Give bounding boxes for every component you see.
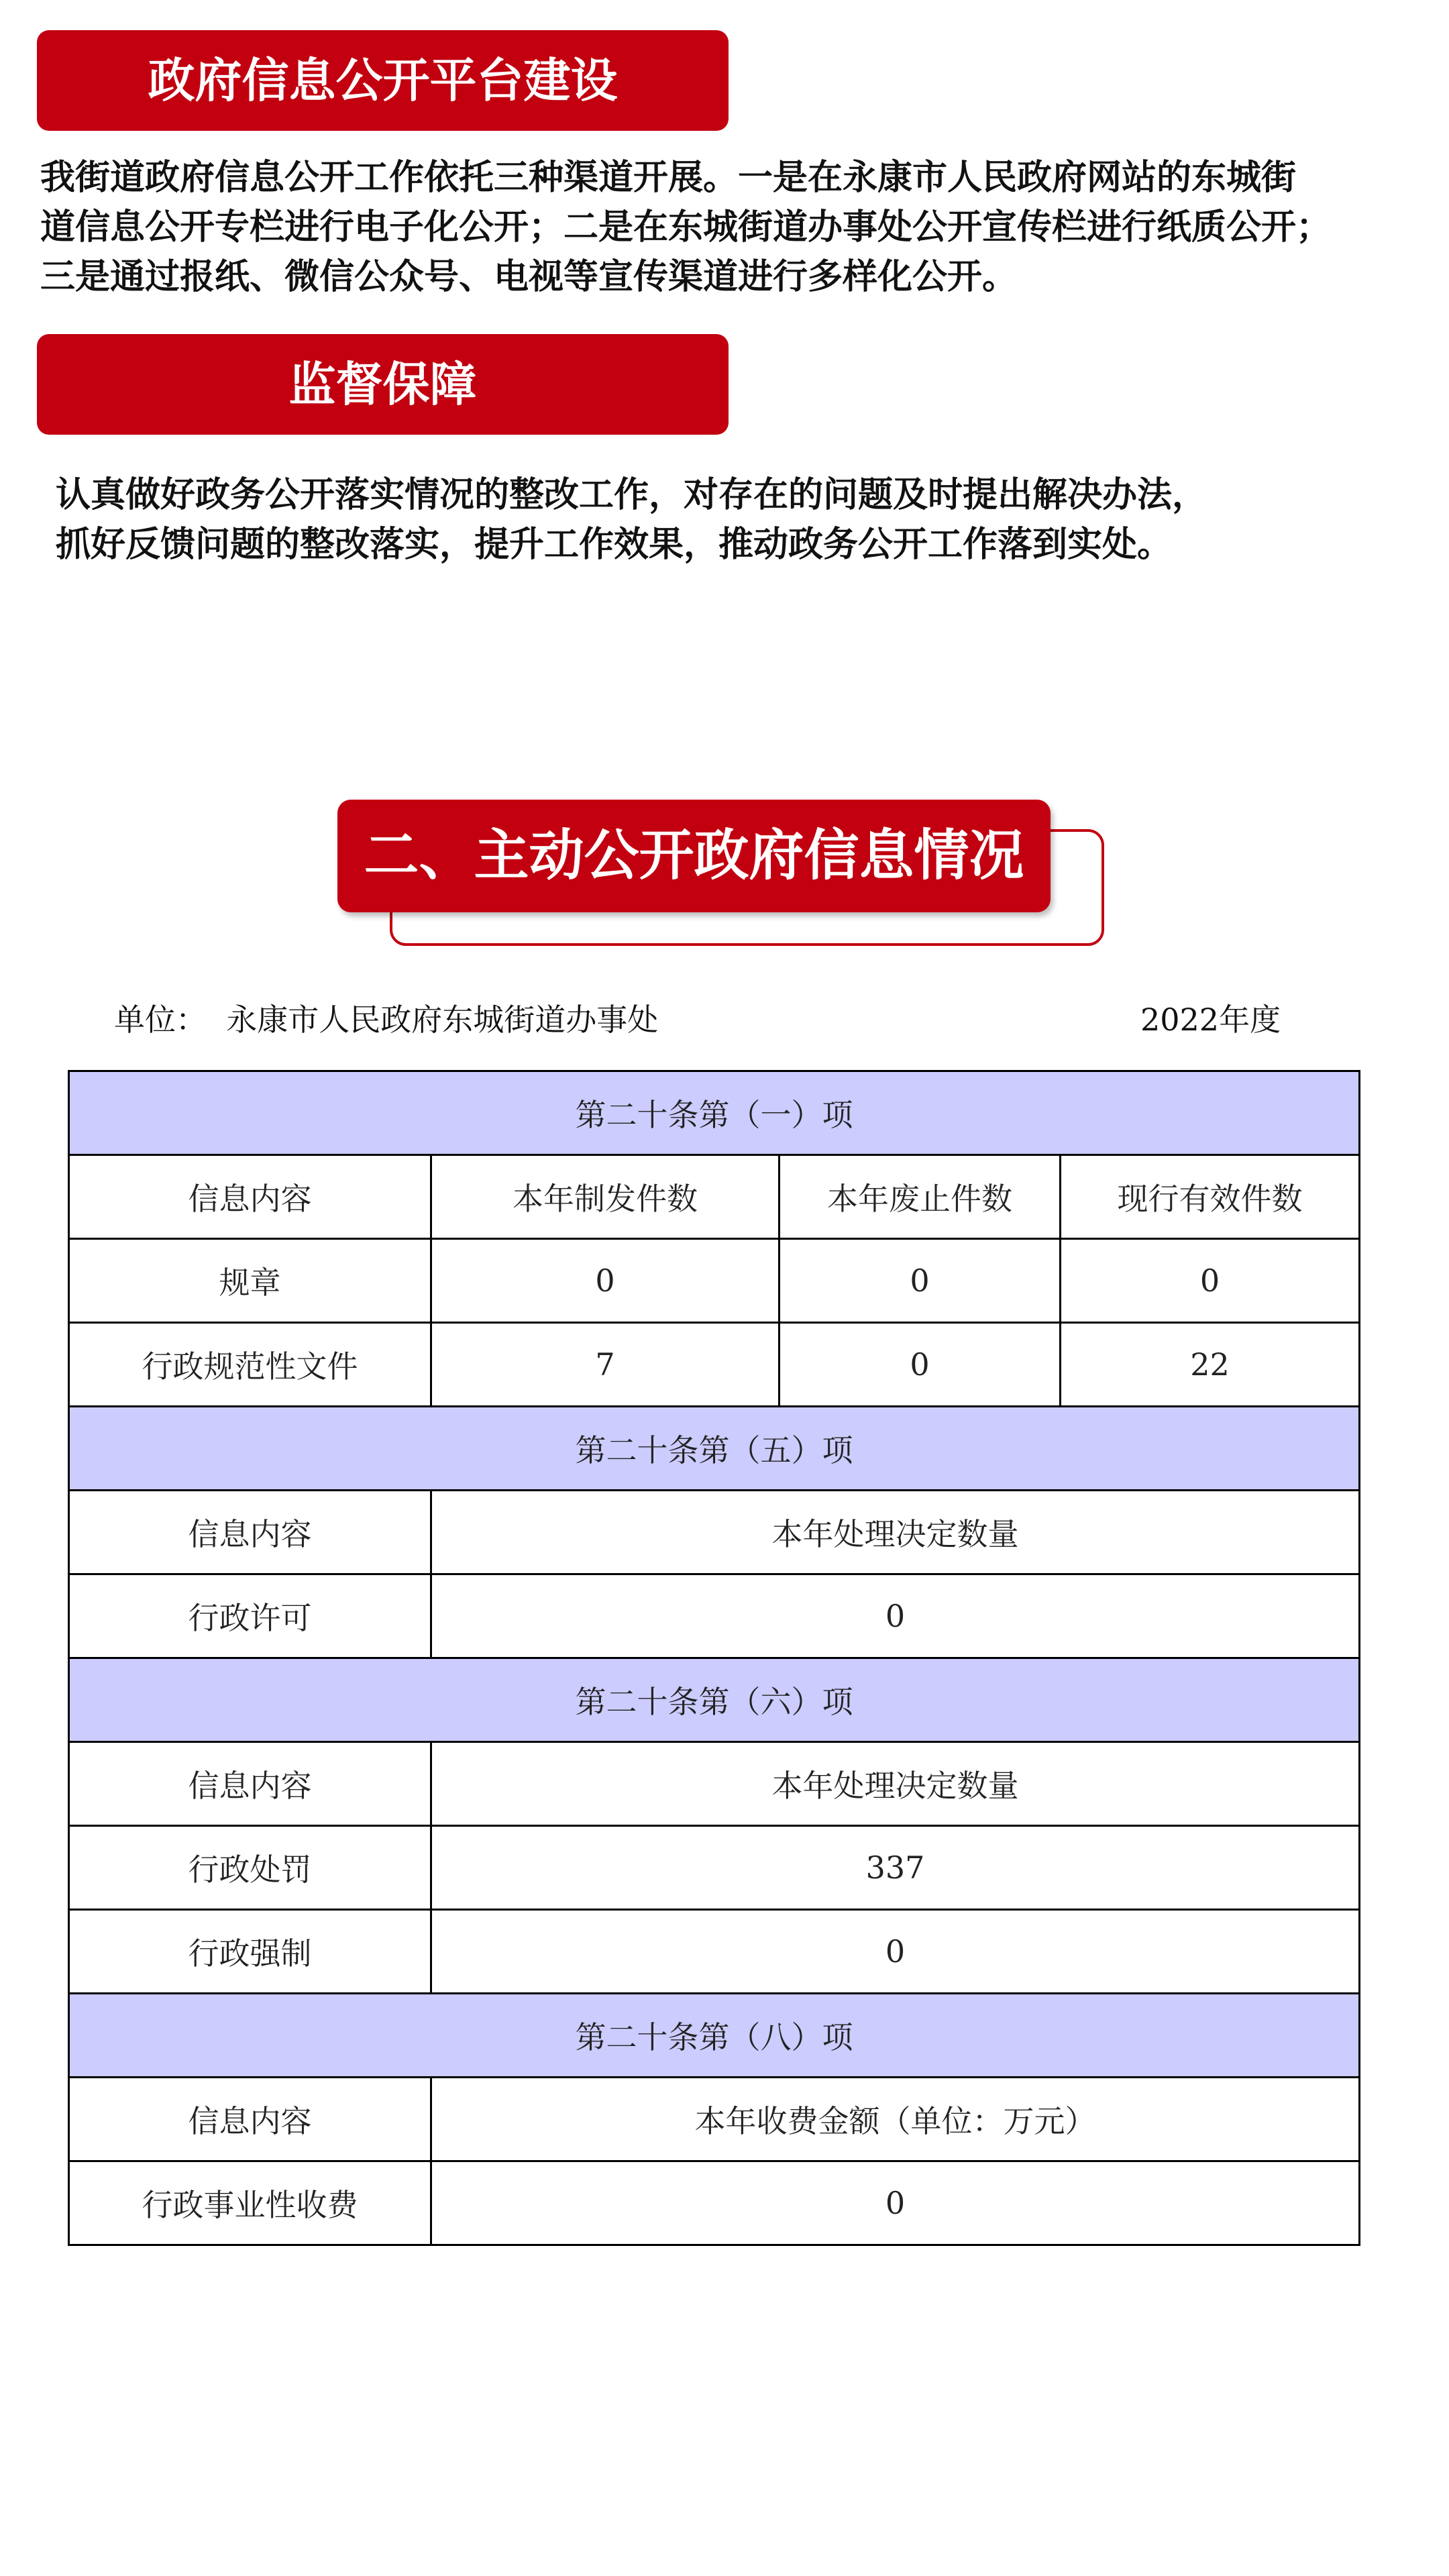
section-heading-platform: 政府信息公开平台建设 [37, 30, 729, 131]
table-row [69, 1574, 1360, 1658]
header-cell: 本年处理决定数量 [431, 1742, 1360, 1826]
table-header-row [69, 2078, 1360, 2161]
table-section-row [69, 1994, 1360, 2078]
table-header-row [69, 1491, 1360, 1574]
row-label-cell: 行政规范性文件 [69, 1323, 431, 1407]
table-row [69, 1910, 1360, 1994]
section-title-cell: 第二十条第（八）项 [69, 1994, 1360, 2078]
value-cell: 0 [431, 1910, 1360, 1994]
value-cell: 0 [431, 2161, 1360, 2245]
table-row [69, 2161, 1360, 2245]
header-cell: 信息内容 [69, 1155, 431, 1239]
platform-paragraph: 我街道政府信息公开工作依托三种渠道开展。一是在永康市人民政府网站的东城街 道信息公开专栏进行电子化公开；二是在东城街道办事处公开宣传栏进行纸质公开； 三是通过报纸、微信公众号、电视等宣传渠道进行多样化公开。 [40, 157, 1332, 297]
row-label-cell: 行政处罚 [69, 1826, 431, 1910]
value-cell: 0 [431, 1574, 1360, 1658]
table-section-row [69, 1071, 1360, 1155]
header-cell: 信息内容 [69, 2078, 431, 2161]
table-row [69, 1323, 1360, 1407]
section-heading-supervision: 监督保障 [37, 334, 729, 435]
value-cell: 0 [780, 1239, 1061, 1323]
header-cell: 信息内容 [69, 1491, 431, 1574]
part-two-heading [337, 800, 1106, 949]
unit-label: 单位： 永康市人民政府东城街道办事处 [114, 1002, 659, 1038]
row-label-cell: 规章 [69, 1239, 431, 1323]
disclosure-table [68, 1070, 1360, 2246]
supervision-paragraph: 认真做好政务公开落实情况的整改工作，对存在的问题及时提出解决办法， 抓好反馈问题的整改落实，提升工作效果，推动政务公开工作落到实处。 [56, 474, 1208, 565]
value-cell: 337 [431, 1826, 1360, 1910]
value-cell: 7 [431, 1323, 780, 1407]
value-cell: 0 [1061, 1239, 1360, 1323]
row-label-cell: 行政许可 [69, 1574, 431, 1658]
header-cell: 现行有效件数 [1061, 1155, 1360, 1239]
table-section-row [69, 1658, 1360, 1742]
header-cell: 本年制发件数 [431, 1155, 780, 1239]
section-title-cell: 第二十条第（五）项 [69, 1407, 1360, 1491]
report-year: 2022年度 [1140, 1002, 1281, 1038]
part-two-title: 二、主动公开政府信息情况 [337, 800, 1051, 912]
header-cell: 本年废止件数 [780, 1155, 1061, 1239]
header-cell: 本年处理决定数量 [431, 1491, 1360, 1574]
value-cell: 22 [1061, 1323, 1360, 1407]
value-cell: 0 [780, 1323, 1061, 1407]
section-title-cell: 第二十条第（六）项 [69, 1658, 1360, 1742]
table-section-row [69, 1407, 1360, 1491]
table-header-row [69, 1155, 1360, 1239]
value-cell: 0 [431, 1239, 780, 1323]
section-title-cell: 第二十条第（一）项 [69, 1071, 1360, 1155]
header-cell: 信息内容 [69, 1742, 431, 1826]
header-cell: 本年收费金额（单位：万元） [431, 2078, 1360, 2161]
row-label-cell: 行政强制 [69, 1910, 431, 1994]
table-row [69, 1239, 1360, 1323]
row-label-cell: 行政事业性收费 [69, 2161, 431, 2245]
table-header-row [69, 1742, 1360, 1826]
table-row [69, 1826, 1360, 1910]
